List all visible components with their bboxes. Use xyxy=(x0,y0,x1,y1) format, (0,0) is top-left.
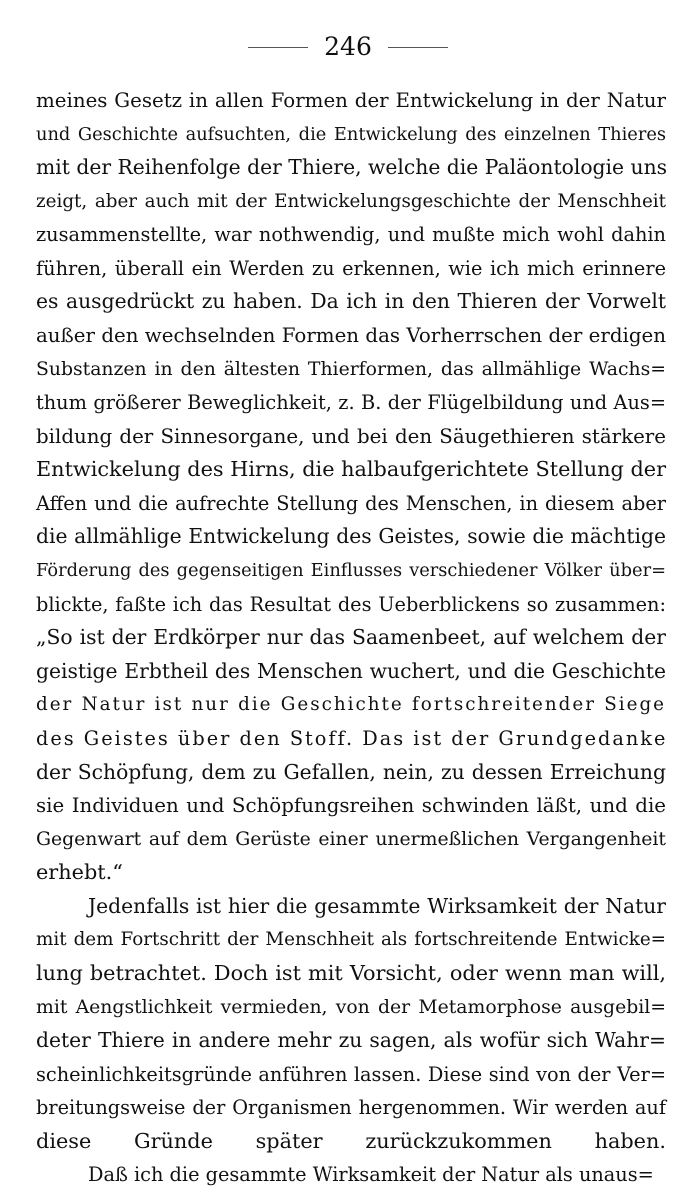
text-line: es ausgedrückt zu haben. Da ich in den Thieren der Vorwelt xyxy=(36,289,666,314)
text-line: geistige Erbtheil des Menschen wuchert, und die Geschichte xyxy=(36,658,666,683)
text-line: blickte, faßte ich das Resultat des Ueberblickens so zusammen: xyxy=(36,592,666,616)
text-line: der Natur ist nur die Geschichte fortschreitender Siege xyxy=(36,694,666,716)
text-line: mit dem Fortschritt der Menschheit als fortschreitende Entwicke= xyxy=(36,929,666,951)
text-line: führen, überall ein Werden zu erkennen, wie ich mich erinnere xyxy=(36,256,666,280)
text-line: sie Individuen und Schöpfungsreihen schwinden läßt, und die xyxy=(36,794,666,818)
text-line: erhebt.“ xyxy=(36,860,123,885)
header-rule-right xyxy=(388,47,448,48)
text-line: und Geschichte aufsuchten, die Entwickelung des einzelnen Thieres xyxy=(36,123,666,145)
text-line: bildung der Sinnesorgane, und bei den Säugethieren stärkere xyxy=(36,424,666,448)
text-line: Förderung des gegenseitigen Einflusses verschiedener Völker über= xyxy=(36,560,666,582)
header-rule-left xyxy=(248,47,308,48)
text-line: außer den wechselnden Formen das Vorherrschen der erdigen xyxy=(36,324,666,348)
text-line: mit Aengstlichkeit vermieden, von der Metamorphose ausgebil= xyxy=(36,996,666,1018)
page-number: 246 xyxy=(324,32,372,61)
text-line: lung betrachtet. Doch ist mit Vorsicht, oder wenn man will, xyxy=(36,960,666,985)
text-line: Daß ich die gesammte Wirksamkeit der Natur als unaus= xyxy=(88,1163,654,1187)
text-line: der Schöpfung, dem zu Gefallen, nein, zu dessen Erreichung xyxy=(36,759,666,784)
text-line: Entwickelung des Hirns, die halbaufgerichtete Stellung der xyxy=(36,457,667,482)
text-line: breitungsweise der Organismen hergenommen. Wir werden auf xyxy=(36,1096,666,1120)
text-line: thum größerer Beweglichkeit, z. B. der Flügelbildung und Aus= xyxy=(36,391,666,415)
text-line: Gegenwart auf dem Gerüste einer unermeßlichen Vergangenheit xyxy=(36,828,666,850)
text-line: mit der Reihenfolge der Thiere, welche die Paläontologie uns xyxy=(36,155,668,180)
text-line: deter Thiere in andere mehr zu sagen, als wofür sich Wahr= xyxy=(36,1028,666,1053)
text-line: des Geistes über den Stoff. Das ist der Grundgedanke xyxy=(36,726,668,750)
text-line: scheinlichkeitsgründe anführen lassen. Diese sind von der Ver= xyxy=(36,1062,666,1086)
page-header xyxy=(0,30,697,66)
text-line: Affen und die aufrechte Stellung des Menschen, in diesem aber xyxy=(36,491,666,515)
text-line: Jedenfalls ist hier die gesammte Wirksamkeit der Natur xyxy=(88,893,666,918)
text-line: „So ist der Erdkörper nur das Saamenbeet, auf welchem der xyxy=(36,625,666,650)
text-line: meines Gesetz in allen Formen der Entwickelung in der Natur xyxy=(36,89,666,112)
text-line: zusammenstellte, war nothwendig, und mußte mich wohl dahin xyxy=(36,223,666,247)
text-line: diese Gründe später zurückzukommen haben. xyxy=(36,1128,666,1153)
text-line: Substanzen in den ältesten Thierformen, das allmählige Wachs= xyxy=(36,358,666,380)
text-line: zeigt, aber auch mit der Entwickelungsgeschichte der Menschheit xyxy=(36,190,666,212)
text-line: die allmählige Entwickelung des Geistes, sowie die mächtige xyxy=(36,524,666,549)
